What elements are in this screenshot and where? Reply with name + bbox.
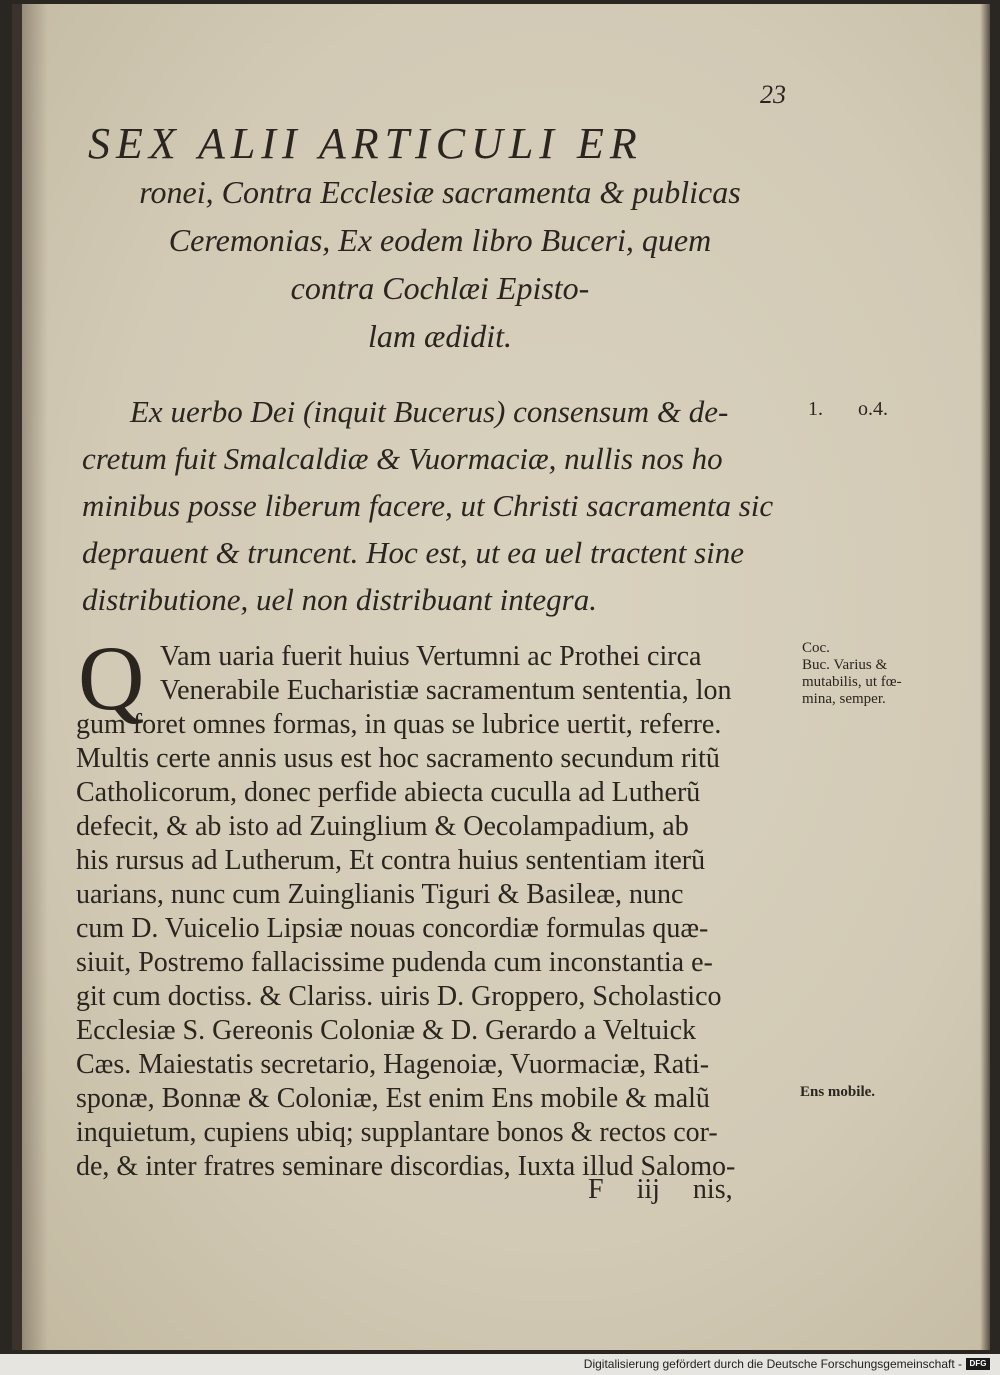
body-line: Multis certe annis usus est hoc sacramento secundum ritũ xyxy=(76,743,720,774)
signature-catchword: F iij nis, xyxy=(588,1174,733,1205)
subtitle-line: lam ædidit. xyxy=(367,318,512,354)
body-line: Venerabile Eucharistiæ sacramentum sententia, lon xyxy=(160,675,732,706)
heading-title: SEX ALII ARTICULI ER xyxy=(88,119,643,168)
body-line: Vam uaria fuerit huius Vertumni ac Prothei circa xyxy=(160,641,702,672)
marginal-line: Coc. xyxy=(802,640,830,656)
body-line: Catholicorum, donec perfide abiecta cuculla ad Lutherũ xyxy=(76,777,701,808)
marginal-line: mina, semper. xyxy=(802,691,886,707)
marginal-note xyxy=(802,640,902,708)
page-right-shadow xyxy=(980,4,990,1350)
drop-cap: Q xyxy=(78,627,145,729)
marginal-line: mutabilis, ut fœ- xyxy=(802,674,902,690)
dfg-logo: DFG xyxy=(966,1358,990,1370)
footer-text: Digitalisierung gefördert durch die Deutsche Forschungsgemeinschaft - xyxy=(583,1357,962,1371)
body-line: his rursus ad Lutherum, Et contra huius sententiam iterũ xyxy=(76,845,706,876)
article-number-marker: 1. xyxy=(808,398,823,420)
body-line: Ecclesiæ S. Gereonis Coloniæ & D. Gerardo a Veltuick xyxy=(76,1015,697,1046)
body-paragraph xyxy=(76,627,796,1184)
quoted-article xyxy=(82,388,802,623)
marginal-line: Buc. Varius & xyxy=(802,657,888,673)
body-line: inquietum, cupiens ubiq; supplantare bonos & rectos cor- xyxy=(76,1117,718,1148)
digitization-footer xyxy=(584,1357,990,1371)
subtitle-line: Ceremonias, Ex eodem libro Buceri, quem xyxy=(168,222,712,258)
body-line: defecit, & ab isto ad Zuinglium & Oecolampadium, ab xyxy=(76,811,689,842)
quote-line: distributione, uel non distribuant integra. xyxy=(82,582,597,617)
quote-line: cretum fuit Smalcaldiæ & Vuormaciæ, nullis nos ho xyxy=(82,441,723,476)
subtitle-line: ronei, Contra Ecclesiæ sacramenta & publicas xyxy=(139,174,741,210)
quote-line: minibus posse liberum facere, ut Christi sacramenta sic xyxy=(82,488,774,523)
page-gutter-shadow xyxy=(22,4,48,1350)
reference-marker: o.4. xyxy=(858,398,888,420)
body-line: uarians, nunc cum Zuinglianis Tiguri & Basileæ, nunc xyxy=(76,879,684,910)
subtitle-line: contra Cochlæi Episto- xyxy=(290,270,590,306)
body-line: de, & inter fratres seminare discordias, Iuxta illud Salomo- xyxy=(76,1151,736,1182)
heading-subtitle xyxy=(100,168,780,360)
body-line: gum foret omnes formas, in quas se lubrice uertit, referre. xyxy=(76,709,722,740)
body-line: Cæs. Maiestatis secretario, Hagenoiæ, Vuormaciæ, Rati- xyxy=(76,1049,710,1080)
quote-line: Ex uerbo Dei (inquit Bucerus) consensum & de- xyxy=(130,394,729,429)
body-line: cum D. Vuicelio Lipsiæ nouas concordiæ formulas quæ- xyxy=(76,913,709,944)
marginal-note-ens-mobile: Ens mobile. xyxy=(800,1084,876,1100)
body-line: git cum doctiss. & Clariss. uiris D. Groppero, Scholastico xyxy=(76,981,722,1012)
body-line: siuit, Postremo fallacissime pudenda cum inconstantia e- xyxy=(76,947,713,978)
quote-line: deprauent & truncent. Hoc est, ut ea uel tractent sine xyxy=(82,535,745,570)
page-number: 23 xyxy=(760,80,786,109)
body-line: sponæ, Bonnæ & Coloniæ, Est enim Ens mobile & malũ xyxy=(76,1083,710,1114)
